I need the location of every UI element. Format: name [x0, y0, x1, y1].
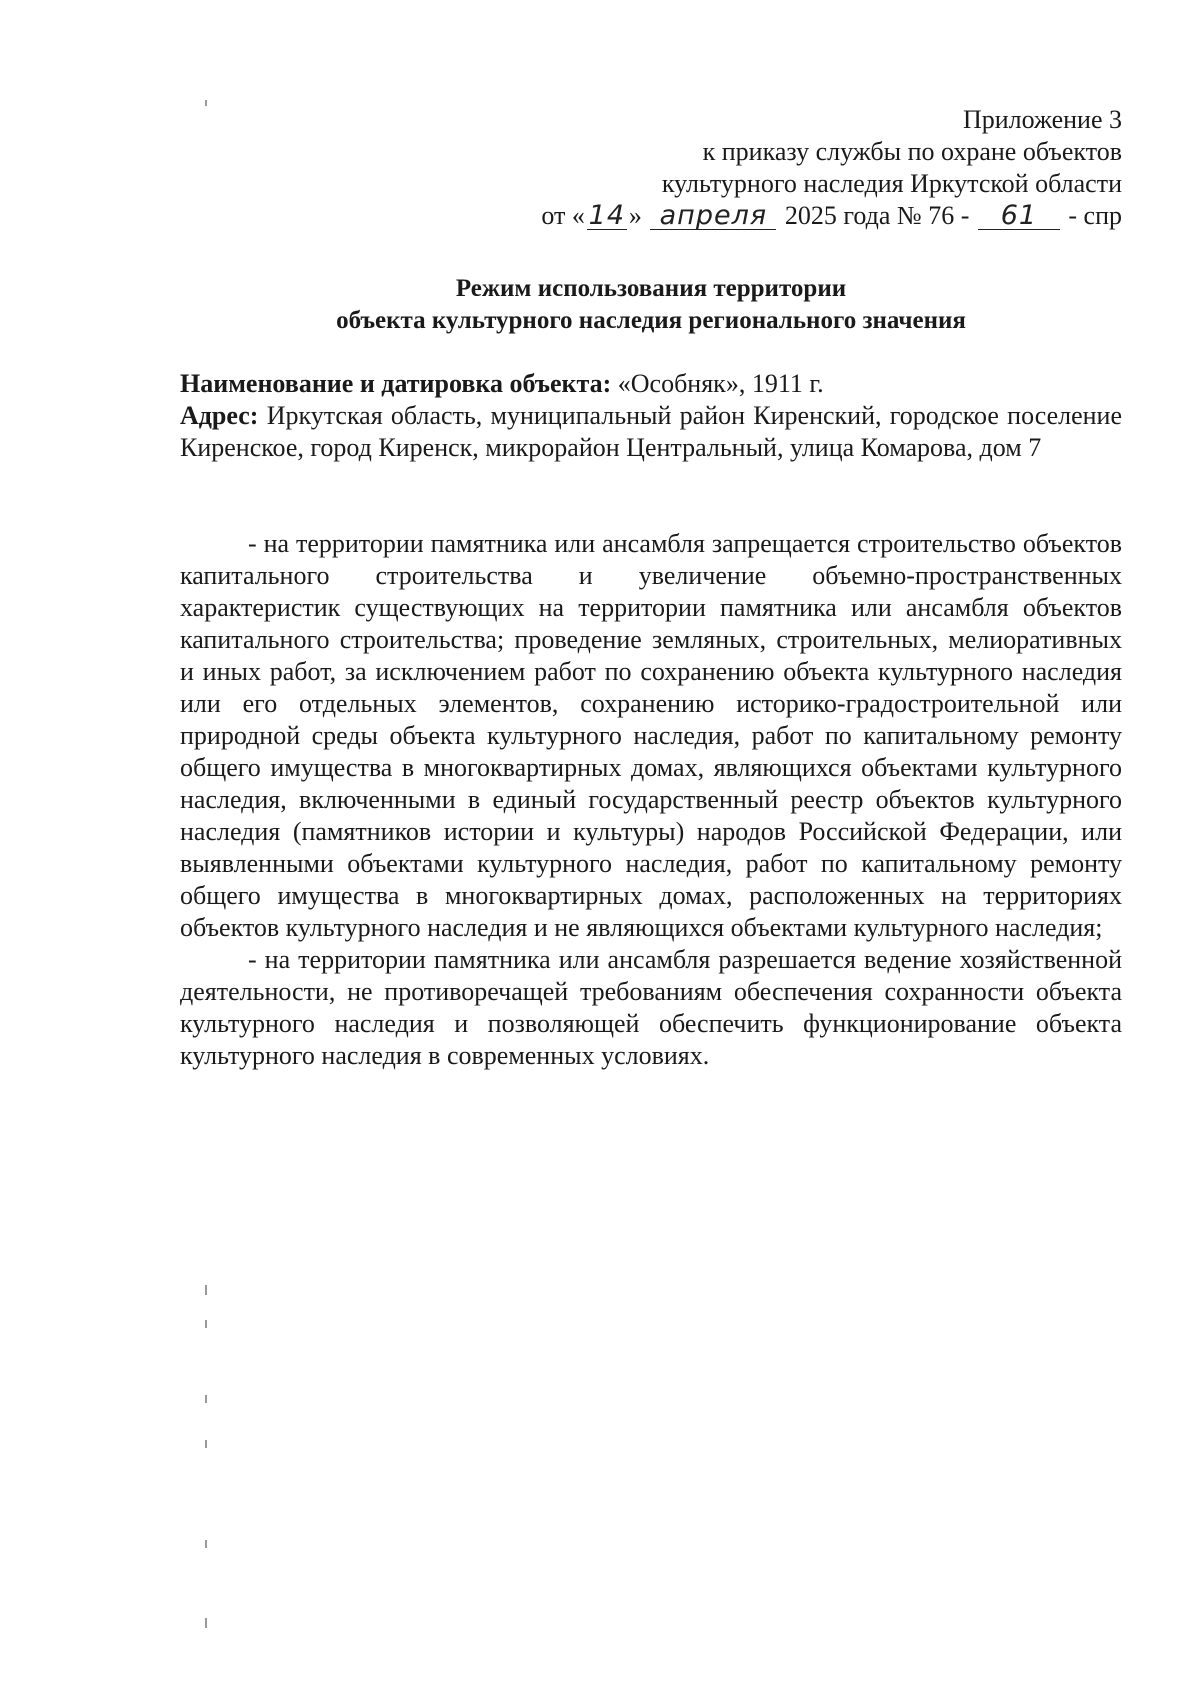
- order-number-field: [978, 200, 1060, 231]
- date-year-and-number: 2025 года № 76 -: [784, 201, 970, 230]
- scan-speck: [205, 1395, 207, 1403]
- date-day-field: [587, 200, 627, 231]
- appendix-title: Приложение 3: [962, 105, 1122, 134]
- scan-speck: [205, 1618, 207, 1628]
- scan-speck: [205, 1320, 207, 1328]
- object-name-value: «Особняк», 1911 г.: [617, 369, 824, 398]
- document-body: [180, 528, 1122, 1072]
- paragraph-permissions: - на территории памятника или ансамбля разрешается ведение хозяйственной деятельности, не противоречащей требованиям обеспечения сохранности объекта культурного наследия и позволяющей обеспечить функционирование объекта культурного наследия в современных условиях.: [180, 945, 1122, 1070]
- scan-speck: [205, 1285, 207, 1295]
- object-name-line: [180, 368, 1122, 400]
- date-day-handwritten: 14: [588, 200, 626, 231]
- object-address-value: Иркутская область, муниципальный район Киренский, городское поселение Киренское, город Киренск, микрорайон Центральный, улица Комарова, дом 7: [180, 401, 1122, 462]
- object-address-label: Адрес:: [180, 401, 259, 430]
- title-line-1: Режим использования территории: [455, 275, 847, 302]
- date-prefix: от «: [541, 201, 585, 230]
- scan-speck: [205, 100, 207, 106]
- appendix-order-reference: к приказу службы по охране объектов: [702, 137, 1122, 166]
- title-line-2: объекта культурного наследия регионального значения: [336, 307, 966, 334]
- date-month-field: [650, 200, 776, 231]
- paragraph-prohibitions: - на территории памятника или ансамбля запрещается строительство объектов капитального строительства и увеличение объемно-пространственных характеристик существующих на территории памятника или ансамбля объектов капитального строительства; проведение земляных, строительных, мелиоративных и иных работ, за исключением работ по сохранению объекта культурного наследия или его отдельных элементов, сохранению историко-градостроительной или природной среды объекта культурного наследия, работ по капитальному ремонту общего имущества в многоквартирных домах, являющихся объектами культурного наследия, включенными в единый государственный реестр объектов культурного наследия (памятников истории и культуры) народов Российской Федерации, или выявленными объектами культурного наследия, работ по капитальному ремонту общего имущества в многоквартирных домах, расположенных на территориях объектов культурного наследия и не являющихся объектами культурного наследия;: [180, 529, 1122, 942]
- appendix-issuer: культурного наследия Иркутской области: [661, 169, 1122, 198]
- scan-speck: [205, 1440, 207, 1448]
- object-address-line: [180, 400, 1122, 464]
- order-suffix: - спр: [1068, 201, 1122, 230]
- object-name-label: Наименование и датировка объекта:: [180, 369, 612, 398]
- object-info: [180, 368, 1122, 464]
- date-separator: »: [628, 201, 642, 230]
- appendix-date-line: [482, 200, 1122, 232]
- order-number-handwritten: 61: [1000, 200, 1038, 231]
- document-title: [180, 273, 1122, 337]
- scan-speck: [205, 1540, 207, 1548]
- date-month-handwritten: апреля: [659, 200, 768, 231]
- appendix-header: [482, 104, 1122, 232]
